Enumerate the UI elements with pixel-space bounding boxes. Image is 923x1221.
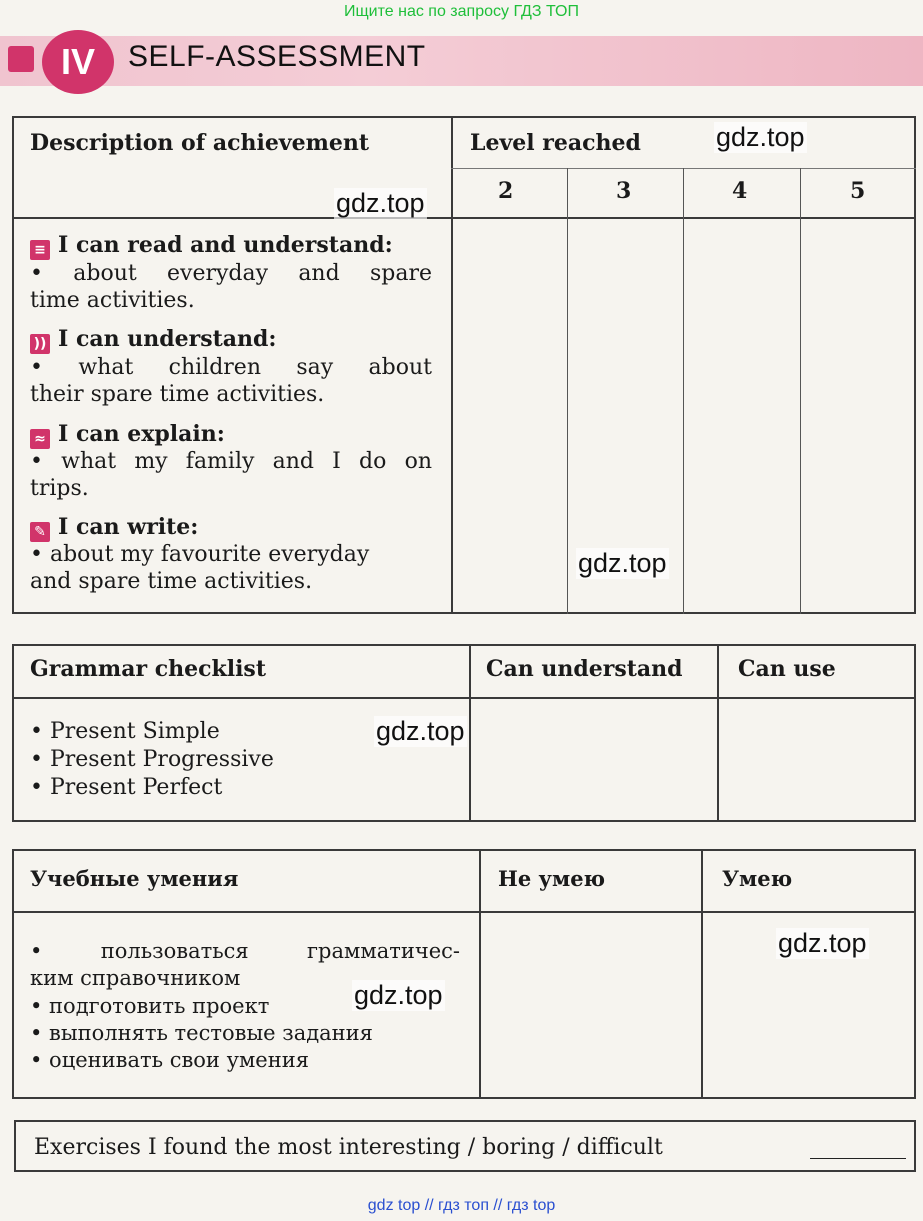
skill-explain-title: ≈ I can explain: — [30, 421, 225, 449]
answer-line — [810, 1158, 906, 1159]
study-skill-item: • пользоваться грамматичес- — [30, 939, 460, 963]
watermark: gdz.top — [578, 548, 667, 578]
level-2: 2 — [498, 178, 514, 204]
table-divider — [12, 217, 916, 219]
study-skill-item: ким справочником — [30, 966, 241, 990]
cannot-header: Не умею — [498, 866, 606, 891]
study-skill-item: • выполнять тестовые задания — [30, 1021, 373, 1045]
book-icon: ≡ — [30, 240, 50, 260]
level-divider — [800, 168, 801, 614]
audio-icon: )) — [30, 334, 50, 354]
level-3: 3 — [616, 178, 632, 204]
page-title: SELF-ASSESSMENT — [128, 40, 426, 73]
study-skill-item: • подготовить проект — [30, 994, 270, 1018]
level-header: Level reached — [470, 130, 641, 156]
can-header: Умею — [722, 866, 793, 891]
table-divider — [701, 849, 703, 1099]
unit-number-badge: IV — [42, 30, 114, 94]
exercises-text: Exercises I found the most interesting / boring / difficult — [34, 1135, 663, 1160]
watermark: gdz.top — [376, 716, 465, 746]
bottom-banner: gdz top // гдз топ // гдз top — [367, 1197, 556, 1214]
top-banner: Ищите нас по запросу ГДЗ ТОП — [344, 3, 579, 20]
watermark: gdz.top — [336, 188, 425, 218]
table-divider — [479, 849, 481, 1099]
skill-listen-title: )) I can understand: — [30, 326, 277, 354]
grammar-item: • Present Perfect — [30, 775, 223, 800]
skill-explain-line: • what my family and I do on — [30, 449, 432, 474]
watermark: gdz.top — [354, 980, 443, 1010]
description-header: Description of achievement — [30, 130, 370, 156]
skill-write-line: • about my favourite everyday — [30, 542, 370, 567]
level-5: 5 — [850, 178, 866, 204]
pen-icon: ✎ — [30, 522, 50, 542]
skill-listen-line: their spare time activities. — [30, 382, 325, 407]
skill-read-line: time activities. — [30, 288, 195, 313]
level-divider — [567, 168, 568, 614]
grammar-item: • Present Simple — [30, 719, 220, 744]
skill-explain-line: trips. — [30, 476, 89, 501]
skill-read-line: • about everyday and spare — [30, 261, 432, 286]
table-divider — [469, 644, 471, 822]
skill-write-title: ✎ I can write: — [30, 514, 198, 542]
skill-write-line: and spare time activities. — [30, 569, 313, 594]
skill-listen-line: • what children say about — [30, 355, 432, 380]
watermark: gdz.top — [778, 928, 867, 958]
can-use-header: Can use — [738, 656, 836, 682]
speech-icon: ≈ — [30, 429, 50, 449]
skill-read-title: ≡ I can read and understand: — [30, 232, 393, 260]
watermark: gdz.top — [716, 122, 805, 152]
level-divider — [683, 168, 684, 614]
grammar-item: • Present Progressive — [30, 747, 274, 772]
section-square-icon — [8, 46, 34, 72]
table-divider — [12, 911, 916, 913]
study-skill-item: • оценивать свои умения — [30, 1048, 309, 1072]
table-divider — [12, 697, 916, 699]
grammar-header: Grammar checklist — [30, 656, 266, 682]
study-skills-header: Учебные умения — [30, 866, 239, 891]
table-divider — [717, 644, 719, 822]
can-understand-header: Can understand — [486, 656, 683, 682]
level-4: 4 — [732, 178, 748, 204]
table-divider — [451, 116, 453, 614]
